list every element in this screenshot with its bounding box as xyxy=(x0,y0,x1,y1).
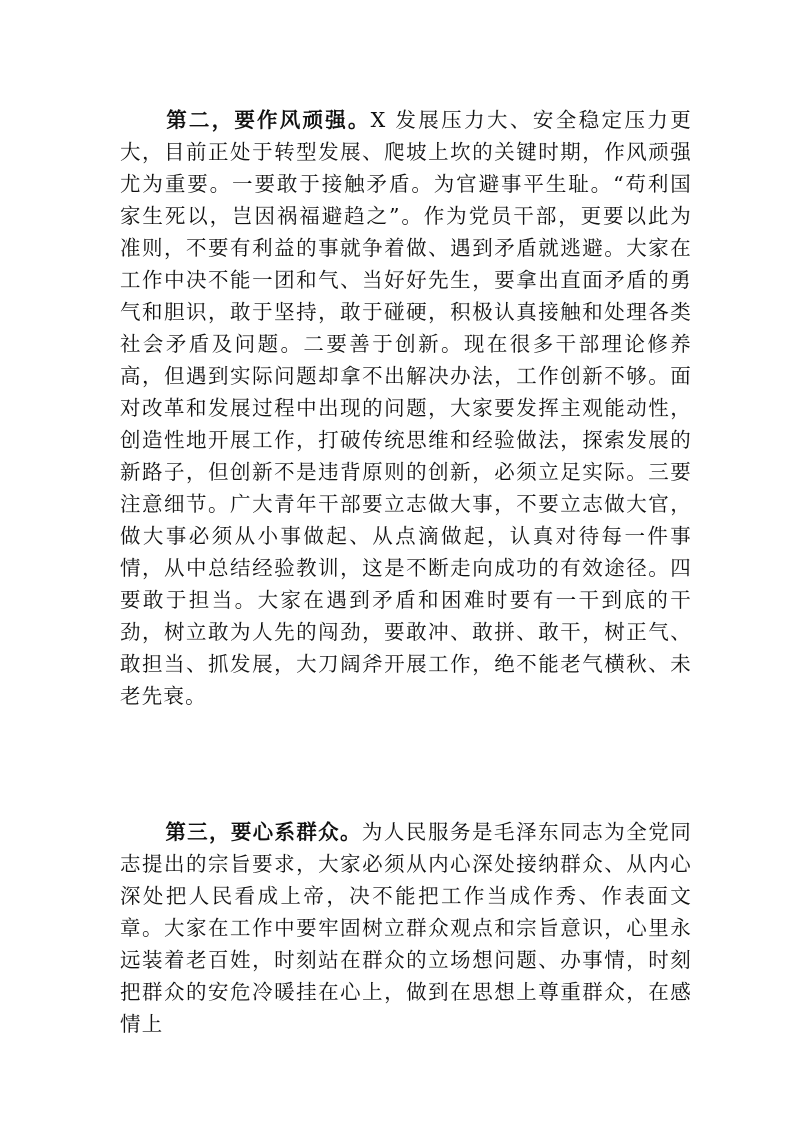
paragraph-work-style xyxy=(120,104,692,712)
paragraph-body: X 发展压力大、安全稳定压力更大，目前正处于转型发展、爬坡上坎的关键时期，作风顽强尤为重要。一要敢于接触矛盾。为官避事平生耻。“苟利国家生死以，岂因祸福避趋之”。作为党员干部，更要以此为准则，不要有利益的事就争着做、遇到矛盾就逃避。大家在工作中决不能一团和气、当好好先生，要拿出直面矛盾的勇气和胆识，敢于坚持，敢于碰硬，积极认真接触和处理各类社会矛盾及问题。二要善于创新。现在很多干部理论修养高，但遇到实际问题却拿不出解决办法，工作创新不够。面对改革和发展过程中出现的问题，大家要发挥主观能动性，创造性地开展工作，打破传统思维和经验做法，探索发展的新路子，但创新不是违背原则的创新，必须立足实际。三要注意细节。广大青年干部要立志做大事，不要立志做大官，做大事必须从小事做起、从点滴做起，认真对待每一件事情，从中总结经验教训，这是不断走向成功的有效途径。四要敢于担当。大家在遇到矛盾和困难时要有一干到底的干劲，树立敢为人先的闯劲，要敢冲、敢拼、敢干，树正气、敢担当、抓发展，大刀阔斧开展工作，绝不能老气横秋、未老先衰。 xyxy=(120,108,692,708)
paragraph-care-for-masses xyxy=(120,816,692,1040)
paragraph-body: 为人民服务是毛泽东同志为全党同志提出的宗旨要求，大家必须从内心深处接纳群众、从内心深处把人民看成上帝，决不能把工作当成作秀、作表面文章。大家在工作中要牢固树立群众观点和宗旨意识，心里永远装着老百姓，时刻站在群众的立场想问题、办事情，时刻把群众的安危冷暖挂在心上，做到在思想上尊重群众，在感情上 xyxy=(120,820,693,1036)
paragraph-heading: 第三，要心系群众。 xyxy=(165,820,362,844)
paragraph-heading: 第二，要作风顽强。 xyxy=(165,108,371,132)
